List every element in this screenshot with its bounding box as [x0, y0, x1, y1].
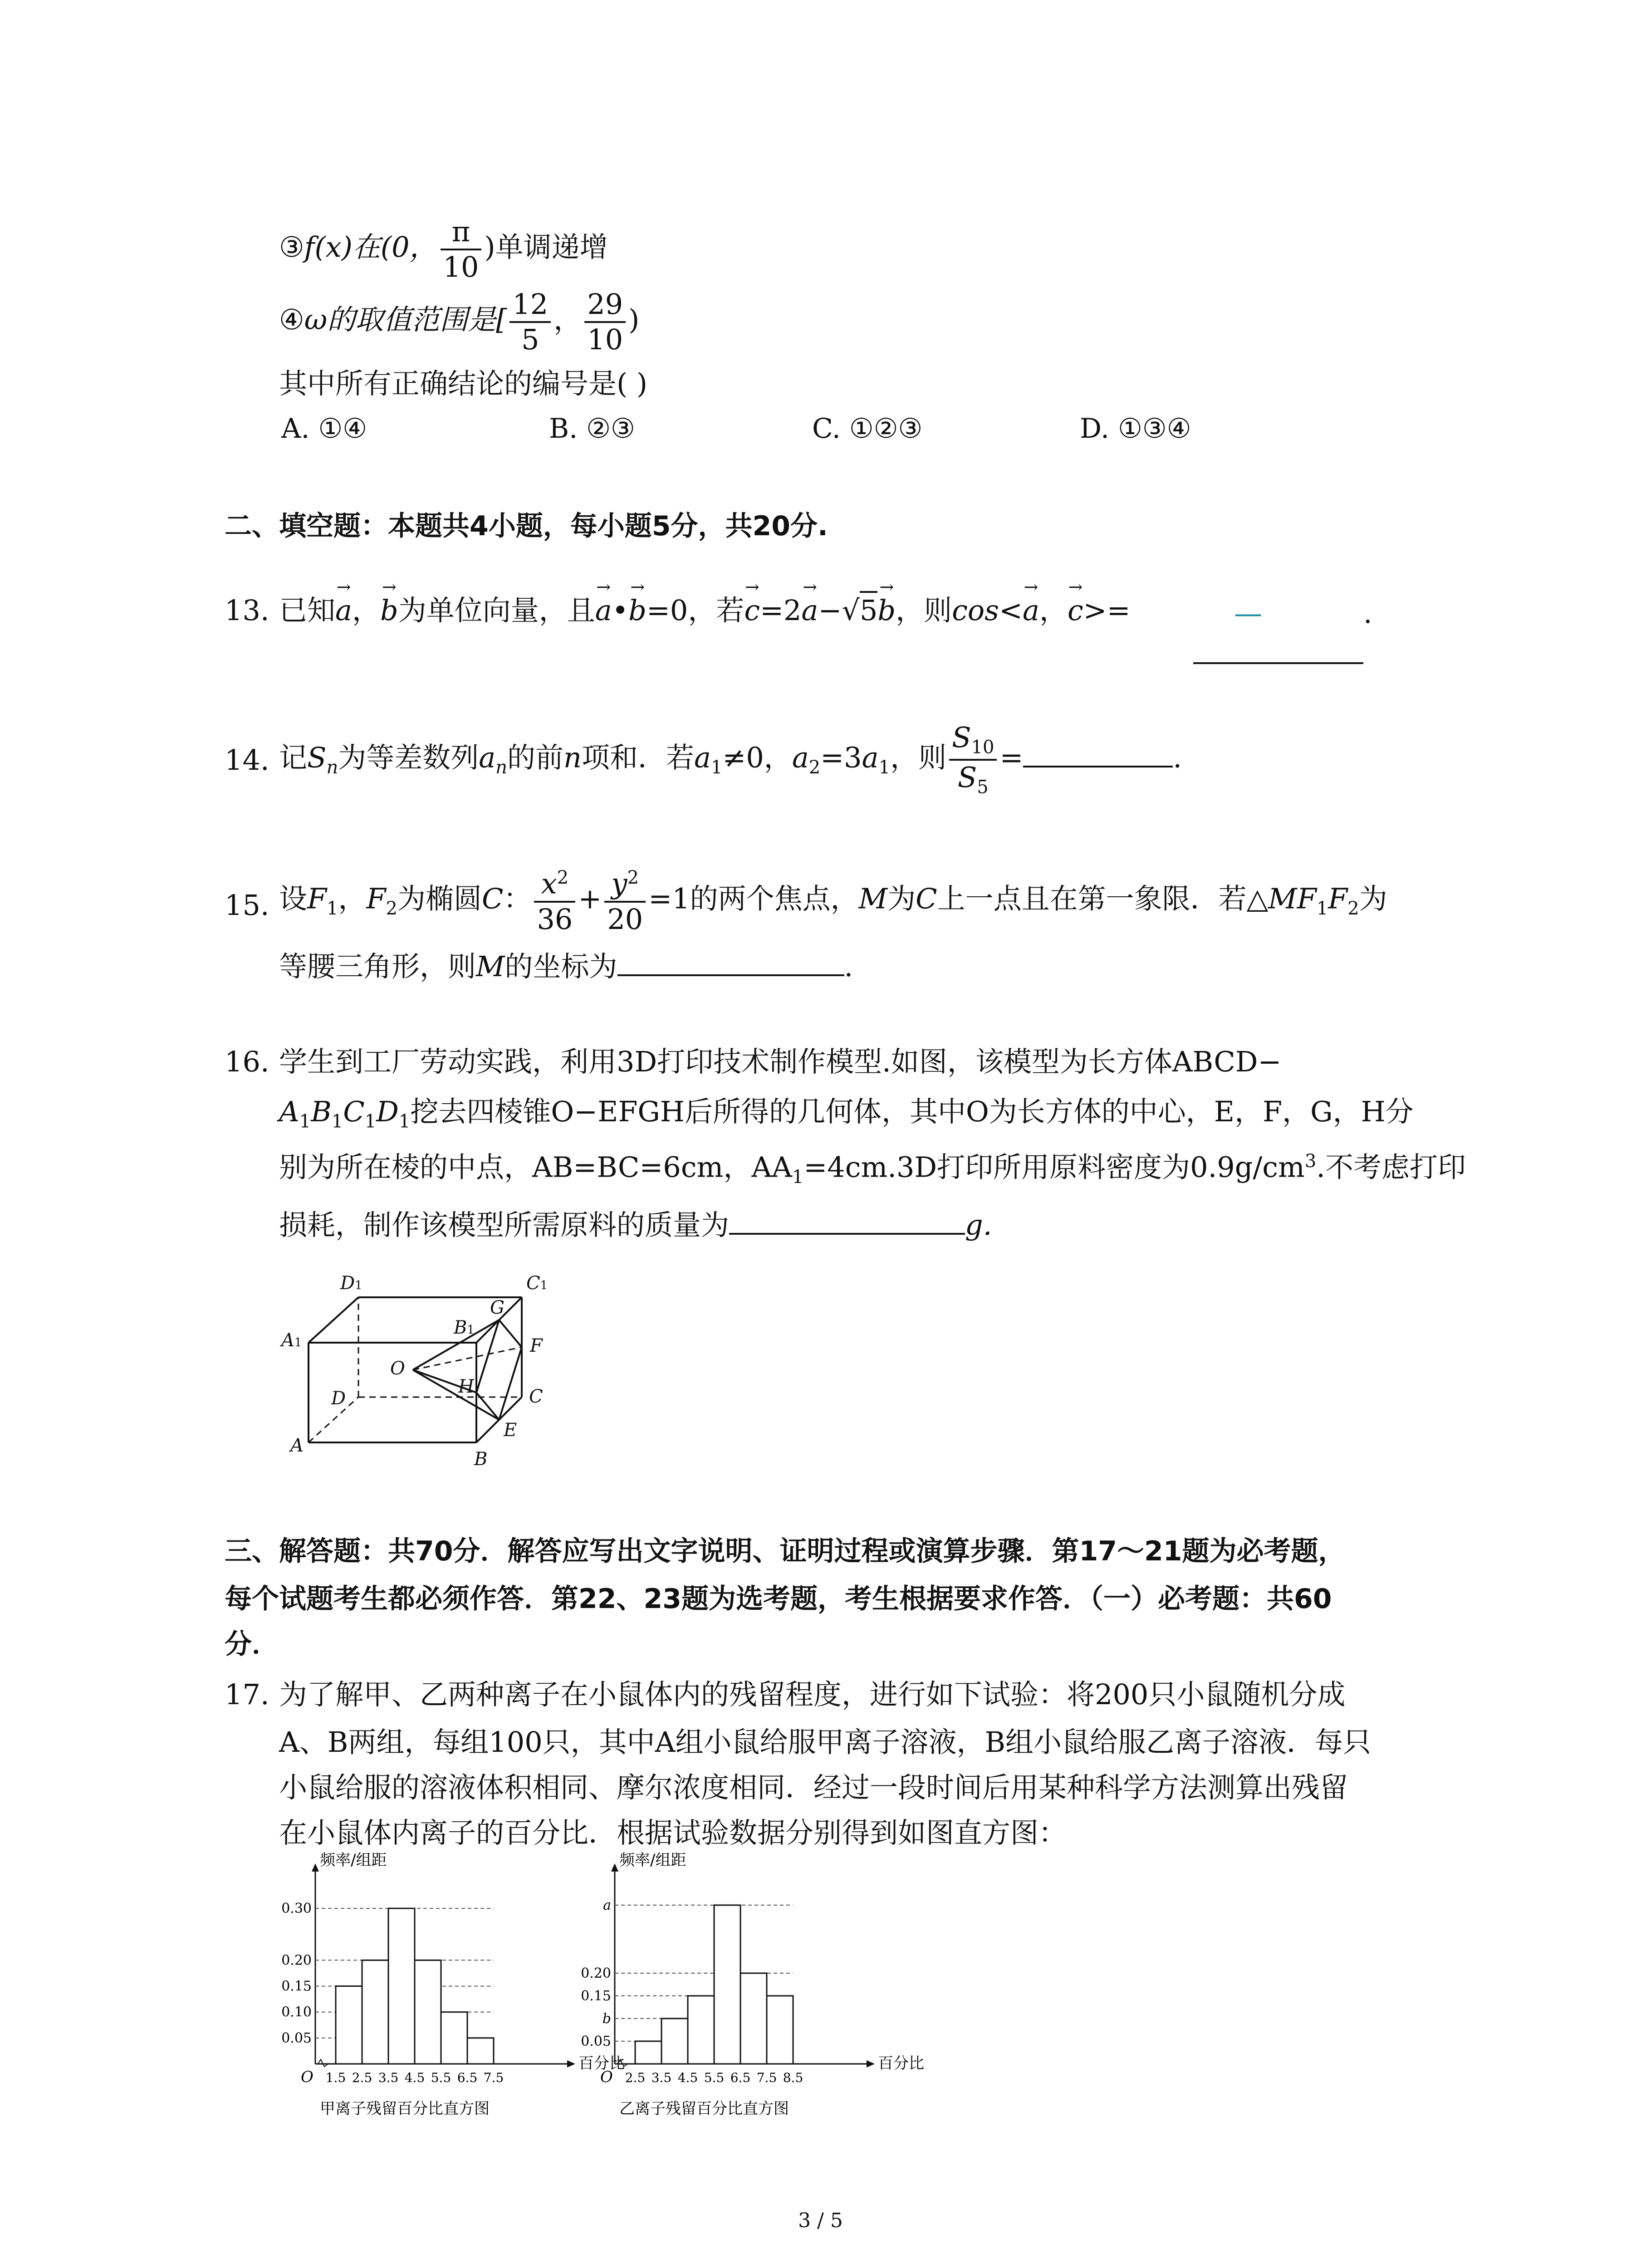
sqrt-sign: √ [842, 594, 860, 627]
q15-t9: 的坐标为 [505, 950, 617, 983]
x-tick-label: 7.5 [483, 2070, 504, 2085]
label-D: D [331, 1388, 346, 1409]
q14-t3: 的前 [507, 741, 564, 774]
q12-statement-4 [279, 290, 639, 354]
x-tick-label: 8.5 [783, 2070, 803, 2085]
q14-a1b: a [862, 741, 879, 774]
y-tick-label: b [602, 2011, 611, 2027]
q13-t4: =2 [760, 594, 802, 627]
x-tick-label: 6.5 [730, 2070, 751, 2085]
q17-line3: 小鼠给服的溶液体积相同、摩尔浓度相同．经过一段时间后用某种科学方法测算出残留 [279, 1771, 1348, 1804]
q14-a: a [479, 741, 496, 774]
vec-b-2: → b [628, 596, 647, 625]
q16-A-sub: 1 [299, 1111, 311, 1132]
q16-t3b: =4cm.3D打印所用原料密度为0.9g/cm [803, 1150, 1305, 1184]
q14-fnum-sub: 10 [971, 737, 994, 758]
section3-line2: 每个试题考生都必须作答．第22、23题为选考题，考生根据要求作答．（一）必考题：共60 [225, 1583, 1332, 1615]
q15-period: . [844, 950, 853, 983]
axis-break [318, 2059, 328, 2067]
q12-s4-marker: ④ [279, 303, 304, 337]
q14-number: 14. [225, 743, 269, 777]
q14-a2: a [792, 741, 809, 774]
label-H: H [458, 1376, 474, 1397]
y-tick-label: 0.20 [581, 1965, 611, 1981]
vec-c: → c [744, 596, 760, 625]
histogram-yi [572, 1851, 924, 2132]
x-tick-label: 2.5 [352, 2070, 372, 2085]
q17-line1: 为了解甲、乙两种离子在小鼠体内的残留程度，进行如下试验：将200只小鼠随机分成 [279, 1678, 1346, 1711]
q15-F2b-sub: 2 [1347, 898, 1359, 919]
x-tick-label: 6.5 [457, 2070, 478, 2085]
vec-b: → b [380, 596, 398, 625]
histogram-bar [635, 2041, 661, 2064]
q15-C: C [482, 882, 504, 915]
y-tick-label: 0.05 [281, 2030, 312, 2046]
q15-F2: F [366, 882, 386, 915]
q13-comma: ， [352, 594, 380, 627]
q15-20: 20 [607, 902, 643, 936]
x-tick-label: 1.5 [325, 2070, 346, 2085]
q16-B-sub: 1 [331, 1111, 343, 1132]
histogram-bar [362, 1960, 388, 2064]
q15-y2 [604, 869, 646, 903]
q12-ask: 其中所有正确结论的编号是( ) [279, 367, 648, 400]
chart-title: 甲离子残留百分比直方图 [320, 2100, 490, 2118]
q12-s4-pre: ω的取值范围是[ [304, 303, 507, 337]
q12-s4-fraction-2 [584, 290, 626, 354]
q14-eq: = [999, 741, 1024, 774]
histogram-jia [272, 1851, 625, 2132]
q14-t7: ，则 [890, 741, 947, 774]
histogram-bar [767, 1996, 793, 2064]
q15-M2: M [476, 950, 505, 983]
q12-s4-n2: 29 [584, 290, 626, 323]
y-axis-arrow [312, 1863, 319, 1872]
q15-t8: 等腰三角形，则 [279, 950, 476, 983]
q16-cube: 3 [1304, 1151, 1317, 1172]
x-axis-arrow [867, 2060, 875, 2068]
q15-t4: =1的两个焦点， [648, 882, 859, 915]
q15-number: 15. [225, 889, 269, 922]
q15-x-sq: 2 [557, 867, 569, 888]
x-axis-label: 百分比 [578, 2054, 625, 2072]
q12-s3-pre: f(x)在(0， [304, 230, 438, 264]
chart-title: 乙离子残留百分比直方图 [619, 2100, 789, 2118]
q15-x: x [541, 867, 557, 900]
q15-line2 [279, 950, 853, 983]
q12-s3-fraction [441, 215, 482, 284]
q12-s4-fraction-1 [509, 290, 551, 354]
x-tick-label: 2.5 [625, 2070, 646, 2085]
q14-t1: 记 [279, 741, 308, 774]
q15-MF: MF [1268, 882, 1317, 915]
q14-fden-s: S [957, 761, 977, 794]
x-tick-label: 4.5 [677, 2070, 698, 2085]
q15-F2-sub: 2 [386, 898, 397, 919]
q14-t5: ≠0， [722, 741, 792, 774]
y-tick-label: 0.15 [581, 1988, 611, 2004]
q16-t3: 别为所在棱的中点，AB=BC=6cm，AA [279, 1150, 792, 1184]
histogram-bar [740, 1973, 767, 2064]
q14-fden [949, 761, 997, 796]
x-tick-label: 3.5 [378, 2070, 399, 2085]
q17-number: 17. [225, 1678, 269, 1711]
vec-b-3: → b [877, 596, 896, 625]
q16-C: C [343, 1095, 365, 1128]
q17-line4: 在小鼠体内离子的百分比．根据试验数据分别得到如图直方图： [279, 1816, 1067, 1849]
x-tick-label: 5.5 [431, 2070, 451, 2085]
label-E: E [504, 1420, 517, 1441]
q14-a2-sub: 2 [808, 757, 821, 778]
y-tick-label: 0.30 [281, 1901, 312, 1917]
q15-t7: 为 [1359, 882, 1387, 915]
q14-n: n [563, 741, 582, 774]
q13-gteq: >= [1083, 594, 1131, 627]
q14-fnum-s: S [952, 721, 971, 754]
q15-line1 [279, 869, 1387, 934]
q13-lt: < [999, 594, 1023, 627]
q13-number: 13. [225, 594, 269, 627]
q12-s4-sep: ， [554, 303, 582, 337]
y-axis-label: 频率/组距 [619, 1851, 686, 1869]
q15-frac-x [534, 869, 575, 934]
q14-n-sub: n [326, 757, 338, 778]
q12-s3-num: π [441, 218, 482, 250]
edge-A1D1 [309, 1297, 358, 1343]
q15-t6: 上一点且在第一象限．若△ [937, 882, 1269, 915]
q15-F1: F [307, 882, 327, 915]
label-A1: A1 [281, 1330, 302, 1351]
q13-answer-blank[interactable] [1193, 662, 1363, 664]
section3-line3: 分． [225, 1628, 279, 1660]
q13-comma-2: ， [1039, 594, 1068, 627]
q14-a1-sub: 1 [710, 757, 723, 778]
q13-sqrt5: 5 [860, 591, 877, 627]
q16-line4 [279, 1208, 992, 1242]
q14-t6: =3 [820, 741, 862, 774]
q16-D: D [376, 1095, 399, 1128]
label-G: G [490, 1297, 505, 1318]
q15-y-sq: 2 [627, 867, 639, 888]
section2-title: 二、填空题：本题共4小题，每小题5分，共20分. [225, 510, 828, 542]
q14-fden-sub: 5 [977, 777, 989, 798]
y-tick-label: 0.05 [581, 2033, 611, 2049]
histogram-bar [688, 1996, 714, 2064]
q14-period: . [1173, 741, 1182, 774]
option-a[interactable]: A. ①④ [281, 413, 367, 445]
origin-label: O [600, 2068, 613, 2086]
edge-OF [413, 1347, 522, 1370]
vec-a: → a [335, 596, 352, 625]
q13-cos: cos [952, 594, 999, 627]
y-tick-label: a [603, 1897, 611, 1913]
histogram-bar [415, 1960, 441, 2064]
q16-line2 [279, 1095, 1414, 1132]
q15-t2: ， [338, 882, 367, 915]
option-c[interactable]: C. ①②③ [812, 413, 923, 445]
vec-a-4: → a [1023, 596, 1039, 625]
q14-a1b-sub: 1 [878, 757, 891, 778]
q12-s4-post: ) [628, 303, 640, 337]
vec-a-2: → a [595, 596, 612, 625]
q15-plus: + [578, 882, 602, 915]
label-C: C [529, 1386, 543, 1407]
q16-answer-blank[interactable] [729, 1233, 965, 1235]
label-O: O [390, 1358, 405, 1379]
q17-line2: A、B两组，每组100只，其中A组小鼠给服甲离子溶液，B组小鼠给服乙离子溶液．每只 [279, 1725, 1372, 1759]
q15-frac-y [604, 869, 646, 934]
q14-an-sub: n [495, 757, 508, 778]
q16-number: 16. [225, 1045, 269, 1078]
q12-statement-3 [279, 215, 608, 284]
q15-t3: 为椭圆 [397, 882, 482, 915]
page-number: 3 / 5 [798, 2209, 843, 2232]
x-tick-label: 7.5 [756, 2070, 777, 2085]
option-b[interactable]: B. ②③ [549, 413, 635, 445]
q16-B: B [311, 1095, 332, 1128]
q16-t4: 损耗，制作该模型所需原料的质量为 [279, 1208, 730, 1242]
q15-F1-sub: 1 [327, 898, 338, 919]
q15-36: 36 [537, 902, 573, 936]
q13-t6: ，则 [896, 594, 952, 627]
q16-A: A [279, 1095, 299, 1128]
x-tick-label: 5.5 [704, 2070, 725, 2085]
q14-answer-blank[interactable] [1023, 766, 1173, 767]
q15-t1: 设 [279, 882, 308, 915]
q14-fnum [949, 723, 997, 761]
label-B1: B1 [454, 1317, 475, 1338]
cuboid-figure [281, 1261, 608, 1470]
edge-GF [499, 1320, 522, 1347]
q16-D-sub: 1 [398, 1111, 411, 1132]
histogram-bar [336, 1986, 362, 2064]
q16-line1: 学生到工厂劳动实践，利用3D打印技术制作模型.如图，该模型为长方体ABCD− [279, 1045, 1282, 1078]
q13-t1: 已知 [279, 594, 336, 627]
label-D1: D1 [340, 1273, 362, 1294]
histogram-bar [388, 1908, 415, 2064]
q14-t2: 为等差数列 [338, 741, 479, 774]
q16-AA1-sub: 1 [792, 1167, 804, 1188]
label-C1: C1 [526, 1273, 548, 1294]
q13-t3: =0，若 [646, 594, 745, 627]
q15-M: M [858, 882, 888, 915]
q13-t2: 为单位向量，且 [398, 594, 595, 627]
histogram-bar [441, 2012, 467, 2064]
q16-t3c: .不考虑打印 [1316, 1150, 1466, 1184]
edge-OE [413, 1370, 499, 1420]
section3-line1: 三、解答题：共70分．解答应写出文字说明、证明过程或演算步骤．第17～21题为必考题， [225, 1535, 1346, 1567]
y-tick-label: 0.15 [281, 1978, 312, 1994]
vec-c-2: → c [1068, 596, 1083, 625]
q15-x2 [534, 869, 575, 903]
q14-line [279, 723, 1182, 797]
q13-line [279, 596, 1131, 625]
q12-s3-den: 10 [443, 250, 479, 284]
q14-a1: a [694, 741, 711, 774]
q12-s4-n1: 12 [509, 290, 551, 323]
x-axis-label: 百分比 [878, 2054, 924, 2072]
q12-s4-d1: 5 [521, 323, 539, 356]
x-tick-label: 4.5 [404, 2070, 425, 2085]
y-axis-arrow [611, 1863, 618, 1872]
q13-period: . [1363, 596, 1372, 630]
q13-answer-mark: — [1234, 596, 1262, 630]
histogram-bar [714, 1905, 740, 2064]
y-tick-label: 0.20 [281, 1952, 312, 1969]
q14-t4: 项和．若 [581, 741, 694, 774]
q14-fraction [949, 723, 997, 797]
origin-label: O [301, 2068, 314, 2086]
option-d[interactable]: D. ①③④ [1080, 413, 1191, 445]
q13-dot: • [612, 594, 629, 627]
q15-F2b: F [1328, 882, 1348, 915]
y-axis-label: 频率/组距 [320, 1851, 387, 1869]
x-tick-label: 3.5 [651, 2070, 672, 2085]
histogram-bar [467, 2038, 494, 2064]
label-B: B [474, 1449, 488, 1470]
q14-S: S [307, 741, 327, 774]
q16-t2: 挖去四棱锥O−EFGH后所得的几何体，其中O为长方体的中心，E，F，G，H分 [410, 1095, 1414, 1128]
q15-C2: C [916, 882, 937, 915]
label-A: A [290, 1435, 304, 1456]
axis-break [617, 2059, 627, 2067]
q12-s3-marker: ③ [279, 230, 304, 264]
q15-y: y [611, 867, 627, 900]
q15-MF1-sub: 1 [1316, 898, 1328, 919]
q16-g: g. [965, 1208, 992, 1242]
q12-s4-d2: 10 [587, 323, 623, 356]
q15-answer-blank[interactable] [617, 974, 844, 976]
y-tick-label: 0.10 [281, 2004, 312, 2020]
q12-s3-post: )单调递增 [484, 230, 608, 264]
q13-minus: − [818, 594, 842, 627]
vec-a-3: → a [802, 596, 818, 625]
histogram-bar [661, 2019, 688, 2064]
q15-colon: ： [503, 882, 532, 915]
q15-t5: 为 [887, 882, 916, 915]
label-F: F [530, 1335, 543, 1356]
q16-C-sub: 1 [364, 1111, 377, 1132]
q16-line3 [279, 1152, 1466, 1186]
